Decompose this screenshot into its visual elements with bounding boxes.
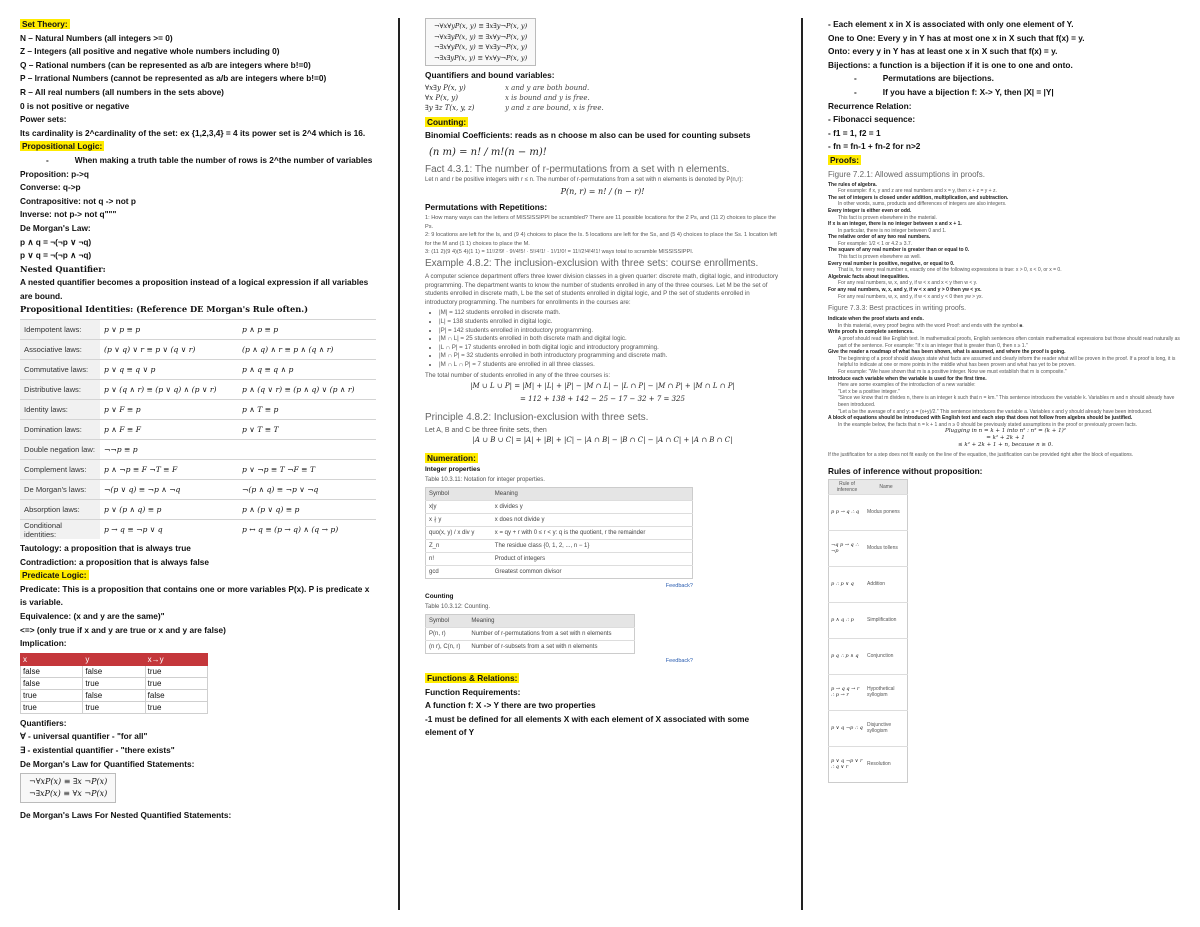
- table-row: [426, 552, 693, 565]
- prop-line: Proposition: p->q: [20, 168, 89, 179]
- table1-header: Symbol: [426, 487, 492, 500]
- practice-line: A proof should read like English text. In mathematical proofs, English sentences often contain mathematical expressions but those should read naturally as part of the sentence. For example: "If x is an integer that is greater than 0, then x ≥ 1.": [838, 336, 1180, 349]
- identity-expr: p ∧ p ≡ p: [238, 320, 376, 340]
- rule-row: [829, 530, 908, 566]
- example-eq: = 112 + 138 + 142 − 25 − 17 − 32 + 7 = 325: [520, 395, 685, 404]
- counting-table: [425, 614, 635, 654]
- rule-row: [829, 746, 908, 782]
- implication-cell: true: [145, 665, 207, 677]
- assumption-line: The rules of algebra.: [828, 181, 877, 188]
- quantifier-line: Quantifiers:: [20, 717, 67, 728]
- table-cell: x ∤ y: [426, 513, 492, 526]
- table-cell: x divides y: [492, 500, 693, 513]
- identity-expr: ¬(p ∧ q) ≡ ¬p ∨ ¬q: [238, 480, 376, 500]
- assumption-line: For any real numbers, w, x, and y, if w < x and y > 0 then yw < yx.: [828, 287, 982, 294]
- quantified-demorgan-box: [20, 773, 116, 803]
- nested-demorgan-eq: ¬∃x∃yP(x, y) ≡ ∀x∀y¬P(x, y): [434, 53, 528, 62]
- rule-row: [829, 494, 908, 530]
- assumption-line: The relative order of any two real numbers.: [828, 234, 931, 241]
- nested-demorgan-title: De Morgan's Laws For Nested Quantified Statements:: [20, 810, 232, 821]
- rule-name: Addition: [865, 566, 908, 602]
- identity-name: Absorption laws:: [20, 500, 100, 520]
- rule-name: Hypothetical syllogism: [865, 674, 908, 710]
- rules-heading: Rules of inference without proposition:: [828, 465, 983, 476]
- table-row: [426, 627, 635, 640]
- nested-quantifier-text: A nested quantifier becomes a proposition instead of a logical expression if all variables are bound.: [20, 277, 369, 301]
- table-cell: Z_n: [426, 539, 492, 552]
- implication-header: y: [83, 653, 145, 665]
- implication-row: [21, 677, 208, 689]
- identity-row: [20, 320, 376, 340]
- table-row: [426, 640, 635, 653]
- column-1: [20, 18, 376, 918]
- assumption-line: Algebraic facts about inequalities.: [828, 273, 910, 280]
- set-line: Power sets:: [20, 114, 67, 125]
- perm-lines: [425, 214, 780, 256]
- truth-table-bullet: - When making a truth table the number of rows is 2^the number of variables: [46, 154, 373, 165]
- prop-line: De Morgan's Law:: [20, 222, 91, 233]
- assumption-line: The set of integers is closed under addition, multiplication, and subtraction.: [828, 194, 1009, 201]
- bound-row: [425, 93, 780, 103]
- practice-line: For example: "We have shown that m is a positive integer. Now we must establish that m is composite.": [838, 368, 1067, 375]
- bijection-bullet: - Permutations are bijections.: [854, 73, 994, 84]
- identity-name: Commutative laws:: [20, 360, 100, 380]
- rule-name: Simplification: [865, 602, 908, 638]
- rule-name: Modus ponens: [865, 494, 908, 530]
- functions-line: -1 must be defined for all elements X with each element of X associated with some element of Y: [425, 713, 750, 738]
- identity-row: [20, 440, 376, 460]
- implication-header: x: [21, 653, 83, 665]
- column-2: [425, 18, 780, 913]
- perm-line: 2: 9 locations are left for the Is, and (9 4) choices to place the Is. 5 locations are left for the Ss, and (5 4) choices to place the Ss. 1 location left for the M and (1 1) choices to place the M.: [425, 232, 777, 247]
- practice-line: "Let x be a positive integer.": [838, 388, 900, 395]
- identity-expr: p ∧ q ≡ q ∧ p: [238, 360, 376, 380]
- table-row: [426, 513, 693, 526]
- example-eq: |M ∪ L ∪ P| = |M| + |L| + |P| − |M ∩ L| − |L ∩ P| − |M ∩ P| + |M ∩ L ∩ P|: [470, 382, 735, 391]
- counting-sub-label: Counting: [425, 592, 454, 600]
- implication-cell: false: [145, 689, 207, 701]
- implication-cell: true: [21, 701, 83, 713]
- assumption-line: In particular, there is no integer between 0 and 1.: [838, 227, 947, 234]
- practice-line: "Let a be the average of x and y: a = (x+y)/2." This sentence introduces the variable a. Variables x and y should already have been introduced.: [838, 408, 1153, 415]
- fig1-title: Figure 7.2.1: Allowed assumptions in proofs.: [828, 169, 985, 179]
- quantified-demorgan-eq: ¬∀xP(x) ≡ ∃x ¬P(x): [29, 777, 108, 787]
- example-total: The total number of students enrolled in any of the three courses is:: [425, 371, 611, 379]
- implication-row: [21, 689, 208, 701]
- identity-expr: p ∧ (p ∨ q) ≡ p: [238, 500, 376, 520]
- table-cell: (n r), C(n, r): [426, 640, 469, 653]
- example-bullet: • |M| = 112 students enrolled in discrete math.: [439, 309, 780, 318]
- implication-row: [21, 665, 208, 677]
- table-cell: gcd: [426, 565, 492, 578]
- identity-expr: p ∧ T ≡ p: [238, 400, 376, 420]
- identity-row: [20, 360, 376, 380]
- recurrence-line: - f1 = 1, f2 = 1: [828, 127, 881, 138]
- allowed-assumptions-figure: [828, 168, 1183, 459]
- practice-line: Give the reader a roadmap of what has been shown, what is assumed, and where the proof is going.: [828, 349, 1066, 356]
- recurrence-line: Recurrence Relation:: [828, 100, 912, 111]
- set-line: Z – Integers (all positive and negative whole numbers including 0): [20, 46, 280, 57]
- example-bullet: • |M ∩ L ∩ P| = 7 students are enrolled in all three classes.: [439, 361, 780, 370]
- table1-header: Meaning: [492, 487, 693, 500]
- rule-form: p ∧ q ∴ p: [829, 602, 866, 638]
- bound-row: [425, 83, 780, 93]
- identity-expr: (p ∨ q) ∨ r ≡ p ∨ (q ∨ r): [100, 340, 238, 360]
- function-line: - Each element x in X is associated with only one element of Y.: [828, 19, 1074, 29]
- bijection-bullet: - If you have a bijection f: X-> Y, then |X| = |Y|: [854, 86, 1054, 97]
- quantifier-line: ∃ - existential quantifier - "there exists": [20, 745, 175, 755]
- rule-form: p q ∴ p ∧ q: [829, 638, 866, 674]
- identity-row: [20, 400, 376, 420]
- example-bullet: • |M ∩ P| = 32 students enrolled in both introductory programming and discrete math.: [439, 352, 780, 361]
- rule-name: Modus tollens: [865, 530, 908, 566]
- practice-line: In this material, every proof begins with the word Proof: and ends with the symbol ■.: [838, 322, 1024, 329]
- binomial-formula: (n m) = n! / m!(n − m)!: [429, 146, 547, 158]
- example-bullet: • |P| = 142 students enrolled in introductory programming.: [439, 327, 780, 336]
- rules-header: Name: [865, 479, 908, 494]
- identity-name: Associative laws:: [20, 340, 100, 360]
- perm-line: 3: (11 2)(9 4)(5 4)(1 1) = 11!/2!9! · 9!/4!5! · 5!/4!1! · 1!/1!0! = 11!/2!4!4!1! ways total to scramble MISSISSIPPI.: [425, 249, 694, 255]
- rule-row: [829, 566, 908, 602]
- identities-table: [20, 319, 376, 539]
- assumption-line: The square of any real number is greater than or equal to 0.: [828, 247, 970, 254]
- prop-line: Inverse: not p-> not q""": [20, 209, 117, 220]
- recurrence-line: - Fibonacci sequence:: [828, 114, 916, 125]
- identity-name: De Morgan's laws:: [20, 480, 100, 500]
- quantifier-line: ∀ - universal quantifier - "for all": [20, 731, 148, 742]
- recurrence-line: - fn = fn-1 + fn-2 for n>2: [828, 141, 921, 152]
- principle-title: Principle 4.8.2: Inclusion-exclusion with three sets.: [425, 412, 649, 424]
- feedback-link[interactable]: Feedback?: [665, 582, 693, 589]
- table-cell: Greatest common divisor: [492, 565, 693, 578]
- identity-row: [20, 500, 376, 520]
- practice-line: Write proofs in complete sentences.: [828, 329, 914, 336]
- table-cell: x does not divide y: [492, 513, 693, 526]
- functions-heading: Functions & Relations:: [427, 672, 518, 683]
- prop-line: p ∨ q = ¬(¬p ∧ ¬q): [20, 250, 92, 261]
- identity-expr: p ∨ (q ∧ r) ≡ (p ∨ q) ∧ (p ∨ r): [100, 380, 238, 400]
- rule-form: p p → q ∴ q: [829, 494, 866, 530]
- proofs-heading: Proofs:: [830, 154, 860, 165]
- feedback-link[interactable]: Feedback?: [665, 657, 693, 664]
- example-bullet: • |L ∩ P| = 17 students enrolled in both digital logic and introductory programming.: [439, 344, 780, 353]
- implication-cell: true: [145, 677, 207, 689]
- identity-name: Domination laws:: [20, 420, 100, 440]
- identity-expr: (p ∧ q) ∧ r ≡ p ∧ (q ∧ r): [238, 340, 376, 360]
- rule-form: ¬q p → q ∴ ¬p: [829, 530, 866, 566]
- identity-expr: p ∨ p ≡ p: [100, 320, 238, 340]
- fact-title: Fact 4.3.1: The number of r-permutations from a set with n elements.: [425, 163, 730, 175]
- bound-row: [425, 103, 780, 113]
- identity-expr: p ∧ ¬p ≡ F ¬T ≡ F: [100, 460, 238, 480]
- table-row: [426, 500, 693, 513]
- bound-heading: Quantifiers and bound variables:: [425, 70, 555, 80]
- function-line: Onto: every y in Y has at least one x in X such that f(x) = y.: [828, 46, 1058, 57]
- assumption-line: This fact is proven elsewhere in the material.: [838, 214, 937, 221]
- implication-cell: true: [83, 701, 145, 713]
- assumption-line: In other words, sums, products and differences of integers are also integers.: [838, 201, 1007, 208]
- bound-desc: x and y are both bound.: [505, 83, 590, 92]
- rule-row: [829, 638, 908, 674]
- identity-name: Identity laws:: [20, 400, 100, 420]
- prop-line: Contrapositive: not q -> not p: [20, 195, 136, 206]
- bound-expr: ∀x P(x, y): [425, 93, 458, 102]
- prop-logic-heading: Propositional Logic:: [22, 141, 103, 152]
- tautology-line: Tautology: a proposition that is always true: [20, 543, 191, 554]
- fig2-eq: ≤ k² + 2k + 1 + n, because n ≥ 0.: [958, 442, 1053, 449]
- table-cell: Number of r-subsets from a set with n elements: [468, 640, 634, 653]
- bound-expr: ∃y ∃z T(x, y, z): [425, 103, 475, 112]
- table-cell: x = qy + r with 0 ≤ r < y: q is the quotient, r the remainder: [492, 526, 693, 539]
- fig2-tail: If the justification for a step does not fit easily on the line of the equation, the justification can be provided right after the block of equations.: [828, 452, 1134, 459]
- quantified-demorgan-eq: ¬∃xP(x) ≡ ∀x ¬P(x): [29, 789, 108, 799]
- identity-expr: ¬¬p ≡ p: [100, 440, 238, 460]
- identity-row: [20, 380, 376, 400]
- implication-header: x→y: [145, 653, 207, 665]
- implication-cell: false: [83, 689, 145, 701]
- identity-expr: p ↔ q ≡ (p → q) ∧ (q → p): [238, 520, 376, 540]
- identities-heading: Propositional Identities: (Reference DE Morgan's Rule often.): [20, 304, 309, 315]
- nested-demorgan-eq: ¬∃x∀yP(x, y) ≡ ∀x∃y¬P(x, y): [434, 43, 528, 51]
- assumption-line: This fact is proven elsewhere as well.: [838, 254, 921, 261]
- identity-row: [20, 340, 376, 360]
- binomial-line: Binomial Coefficients: reads as n choose m also can be used for counting subsets: [425, 130, 751, 141]
- table-row: [426, 565, 693, 578]
- identity-expr: p → q ≡ ¬p ∨ q: [100, 520, 238, 540]
- rules-header: Rule of inference: [829, 479, 866, 494]
- table1-caption: Table 10.3.11: Notation for integer properties.: [425, 476, 545, 483]
- practice-line: The beginning of a proof should always state what facts are assumed and clearly inform the reader what will be proven in the proof. If a proof is long, it is helpful to indicate at one or more points in the middle what has been proven and what has yet to be proven.: [838, 355, 1176, 369]
- example-title: Example 4.8.2: The inclusion-exclusion with three sets: course enrollments.: [425, 258, 759, 270]
- bound-expr: ∀x∃y P(x, y): [425, 83, 466, 92]
- table-row: [426, 526, 693, 539]
- fig2-eq: Plugging in n = k + 1 into n² : n² = (k + 1)²: [945, 428, 1066, 435]
- example-list: [425, 309, 780, 369]
- assumption-line: That is, for every real number x, exactly one of the following expressions is true: x > 0, x < 0, or x = 0.: [838, 267, 1062, 274]
- identity-expr: p ∧ F ≡ F: [100, 420, 238, 440]
- set-line: P – Irrational Numbers (cannot be represented as a/b are integers where b!=0): [20, 73, 327, 84]
- assumption-line: For example: if x, y and z are real numbers and x = y, then x + z = y + z.: [838, 188, 997, 195]
- identity-name: Distributive laws:: [20, 380, 100, 400]
- assumption-line: Every integer is either even or odd.: [828, 207, 912, 214]
- example-bullet: • |M ∩ L| = 25 students enrolled in both discrete math and digital logic.: [439, 335, 780, 344]
- rule-form: p → q q → r ∴ p → r: [829, 674, 866, 710]
- rule-form: p ∨ q ¬p ∴ q: [829, 710, 866, 746]
- rule-name: Disjunctive syllogism: [865, 710, 908, 746]
- perm-heading: Permutations with Repetitions:: [425, 201, 548, 212]
- integer-properties-table: [425, 487, 693, 579]
- bound-rows: [425, 83, 780, 113]
- table-cell: quo(x, y) / x div y: [426, 526, 492, 539]
- table2-caption: Table 10.3.12: Counting.: [425, 603, 491, 610]
- identity-expr: p ∨ F ≡ p: [100, 400, 238, 420]
- identity-name: Idempotent laws:: [20, 320, 100, 340]
- principle-formula: |A ∪ B ∪ C| = |A| + |B| + |C| − |A ∩ B| − |B ∩ C| − |A ∩ C| + |A ∩ B ∩ C|: [472, 436, 733, 445]
- integer-properties-label: Integer properties: [425, 465, 481, 473]
- set-line: R – All real numbers (all numbers in the sets above): [20, 86, 224, 97]
- implication-row: [21, 701, 208, 713]
- rule-name: Resolution: [865, 746, 908, 782]
- example-bullet: • |L| = 138 students enrolled in digital logic.: [439, 318, 780, 327]
- rule-row: [829, 674, 908, 710]
- predicate-line: Equivalence: (x and y are the same)": [20, 611, 165, 622]
- quantifier-line: De Morgan's Law for Quantified Statements:: [20, 758, 195, 769]
- function-line: One to One: Every y in Y has at most one x in X such that f(x) = y.: [828, 32, 1085, 43]
- set-line: N – Natural Numbers (all integers >= 0): [20, 32, 173, 43]
- prop-line: Converse: q->p: [20, 182, 81, 193]
- nested-demorgan-eq: ¬∀x∃yP(x, y) ≡ ∃x∀y¬P(x, y): [434, 32, 528, 41]
- implication-table: [20, 653, 208, 714]
- set-line: Q – Rational numbers (can be represented as a/b are integers where b!=0): [20, 59, 311, 70]
- rule-form: p ∴ p ∨ q: [829, 566, 866, 602]
- assumption-line: Every real number is positive, negative, or equal to 0.: [828, 260, 955, 267]
- table2-header: Meaning: [468, 614, 634, 627]
- practice-line: "Since we know that m divides n, there is an integer k such that n = km." This sentence introduces the variable k. Variables m and n should already have been introduced.: [838, 395, 1175, 408]
- identity-expr: p ∨ (p ∧ q) ≡ p: [100, 500, 238, 520]
- column-divider-left: [398, 18, 400, 910]
- fig2-title: Figure 7.3.3: Best practices in writing proofs.: [828, 305, 967, 313]
- rules-of-inference-table: [828, 479, 908, 783]
- identity-row: [20, 460, 376, 480]
- fact-formula: P(n, r) = n! / (n − r)!: [560, 186, 645, 196]
- table-cell: The residue class {0, 1, 2, ..., n − 1}: [492, 539, 693, 552]
- table2-header: Symbol: [426, 614, 469, 627]
- function-line: Bijections: a function is a bijection if it is one to one and onto.: [828, 59, 1073, 70]
- contradiction-line: Contradiction: a proposition that is always false: [20, 556, 210, 567]
- functions-line: Function Requirements:: [425, 686, 521, 697]
- identity-row: [20, 420, 376, 440]
- implication-cell: false: [21, 665, 83, 677]
- implication-cell: false: [83, 665, 145, 677]
- assumption-line: For example: 1/2 < 1 or 4.2 ≥ 3.7.: [838, 240, 913, 247]
- assumption-line: For any real numbers, w, x, and y, if w < x and x < y then w < y.: [838, 280, 978, 287]
- identity-expr: [238, 440, 376, 460]
- prop-line: p ∧ q = ¬(¬p ∨ ¬q): [20, 236, 92, 247]
- identity-expr: p ∨ q ≡ q ∨ p: [100, 360, 238, 380]
- implication-cell: true: [21, 689, 83, 701]
- identity-expr: ¬(p ∨ q) ≡ ¬p ∧ ¬q: [100, 480, 238, 500]
- practice-line: Introduce each variable when the variable is used for the first time.: [828, 375, 987, 382]
- identity-row: [20, 520, 376, 540]
- identity-name: Double negation law:: [20, 440, 100, 460]
- integer-table-figure: [425, 473, 780, 593]
- perm-line: 1: How many ways can the letters of MISSISSIPPI be scrambled? There are 11 possible locations for the 2 Ps, and (11 2) choices to place the Ps.: [425, 215, 777, 230]
- identity-expr: p ∨ T ≡ T: [238, 420, 376, 440]
- column-divider-right: [801, 18, 803, 910]
- table-cell: Number of r-permutations from a set with n elements: [468, 627, 634, 640]
- table-cell: n!: [426, 552, 492, 565]
- nested-demorgan-box: [425, 18, 536, 66]
- identity-name: Complement laws:: [20, 460, 100, 480]
- fig2-eq: = k² + 2k + 1: [986, 435, 1025, 442]
- set-line: Its cardinality is 2^cardinality of the set: ex {1,2,3,4} = 4 its power set is 2^4 which is 16.: [20, 127, 366, 138]
- implication-cell: false: [21, 677, 83, 689]
- fact-text: Let n and r be positive integers with r ≤ n. The number of r-permutations from a set with n elements is denoted by P(n,r):: [425, 176, 743, 183]
- assumption-line: For any real numbers, w, x, and y, if w < x and y < 0 then yw > yx.: [838, 293, 983, 300]
- practice-line: Here are some examples of the introduction of a new variable:: [838, 382, 976, 389]
- rule-form: p ∨ q ¬p ∨ r ∴ q ∨ r: [829, 746, 866, 782]
- table-cell: P(n, r): [426, 627, 469, 640]
- numeration-heading: Numeration:: [427, 453, 476, 464]
- functions-line: A function f: X -> Y there are two properties: [425, 700, 596, 711]
- predicate-line: <=> (only true if x and y are true or x and y are false): [20, 624, 226, 635]
- practice-line: Indicate when the proof starts and ends.: [828, 316, 924, 323]
- predicate-line: Implication:: [20, 638, 67, 649]
- rule-row: [829, 710, 908, 746]
- nested-demorgan-eq: ¬∀x∀yP(x, y) ≡ ∃x∃y¬P(x, y): [434, 22, 528, 30]
- table-cell: Product of integers: [492, 552, 693, 565]
- identity-expr: p ∨ ¬p ≡ T ¬F ≡ T: [238, 460, 376, 480]
- practice-line: In the example below, the facts that n = k + 1 and n ≥ 0 should be previously stated assumptions in the proof or previously proven facts.: [838, 421, 1138, 428]
- set-theory-heading: Set Theory:: [22, 19, 68, 29]
- assumption-line: If x is an integer, there is no integer between x and x + 1.: [828, 221, 962, 228]
- bound-desc: y and z are bound, x is free.: [505, 103, 604, 112]
- table-cell: x|y: [426, 500, 492, 513]
- nested-quantifier-heading: Nested Quantifier:: [20, 263, 106, 274]
- table-row: [426, 539, 693, 552]
- predicate-heading: Predicate Logic:: [22, 570, 87, 581]
- counting-heading: Counting:: [427, 116, 467, 127]
- rule-name: Conjunction: [865, 638, 908, 674]
- counting-table-figure: [425, 600, 780, 668]
- rule-row: [829, 602, 908, 638]
- bound-desc: x is bound and y is free.: [505, 93, 590, 102]
- practice-line: A block of equations should be introduced with English text and each step that does not follow from algebra should be justified.: [828, 415, 1133, 422]
- implication-cell: true: [145, 701, 207, 713]
- column-3: [828, 18, 1183, 913]
- example-text: A computer science department offers three lower division classes in a given quarter: discrete math, digital logic, and introductory programming. The department wants to know the number of students enrolled in any of the three courses. Let M be the set of students enrolled in discrete math, L be the set of students enrolled in digital logic, and P the set of students enrolled in introductory programming. The numbers for enrollments in the courses are:: [425, 273, 779, 306]
- set-theory-lines: [20, 32, 376, 141]
- set-line: 0 is not positive or negative: [20, 100, 130, 111]
- principle-text: Let A, B and C be three finite sets, then: [425, 426, 547, 434]
- predicate-text: Predicate: This is a proposition that contains one or more variables P(x). P is predicate x is variable.: [20, 583, 370, 608]
- implication-cell: true: [83, 677, 145, 689]
- identity-row: [20, 480, 376, 500]
- identity-name: Conditional identities:: [20, 520, 100, 540]
- identity-expr: p ∧ (q ∨ r) ≡ (p ∧ q) ∨ (p ∧ r): [238, 380, 376, 400]
